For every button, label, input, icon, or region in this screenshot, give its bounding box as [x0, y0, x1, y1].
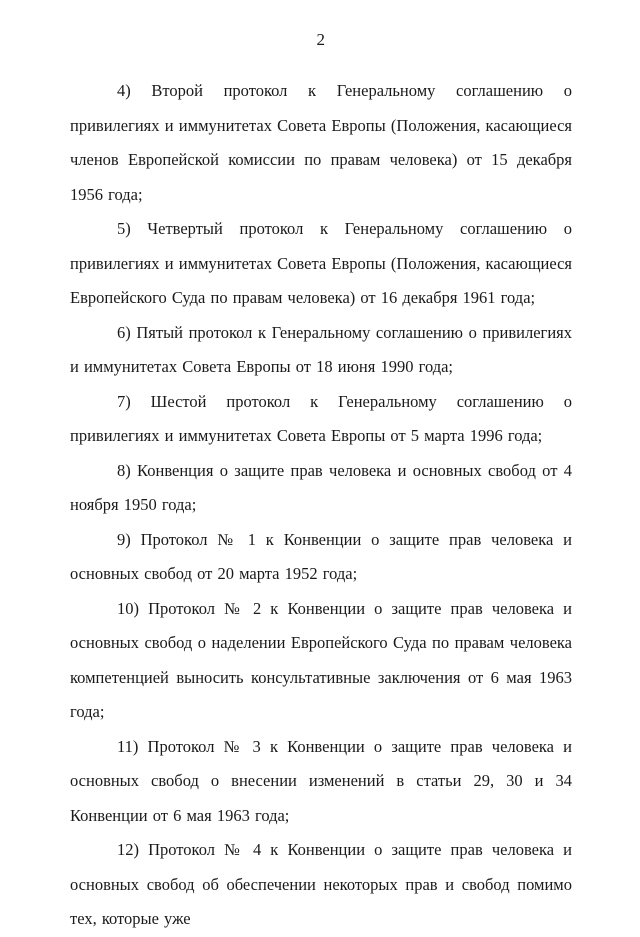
paragraph: 10) Протокол № 2 к Конвенции о защите прав человека и основных свобод о наделении Европейского Суда по правам человека компетенцией выносить консультативные заключения от 6 мая 1963 года;	[70, 598, 572, 721]
paragraph: 6) Пятый протокол к Генеральному соглашению о привилегиях и иммунитетах Совета Европы от 18 июня 1990 года;	[70, 322, 572, 376]
page-number: 2	[316, 30, 326, 49]
paragraph: 5) Четвертый протокол к Генеральному соглашению о привилегиях и иммунитетах Совета Европы (Положения, касающиеся Европейского Суда по правам человека) от 16 декабря 1961 года;	[70, 219, 572, 307]
paragraph: 4) Второй протокол к Генеральному соглашению о привилегиях и иммунитетах Совета Европы (Положения, касающиеся членов Европейской комиссии по правам человека) от 15 декабря 1956 года;	[70, 81, 572, 204]
paragraph: 7) Шестой протокол к Генеральному соглашению о привилегиях и иммунитетах Совета Европы от 5 марта 1996 года;	[70, 391, 572, 445]
paragraph: 8) Конвенция о защите прав человека и основных свобод от 4 ноября 1950 года;	[70, 460, 572, 514]
body-text	[70, 74, 572, 937]
paragraph: 11) Протокол № 3 к Конвенции о защите прав человека и основных свобод о внесении изменений в статьи 29, 30 и 34 Конвенции от 6 мая 1963 года;	[70, 736, 572, 825]
paragraph: 12) Протокол № 4 к Конвенции о защите прав человека и основных свобод об обеспечении некоторых прав и свобод помимо тех, которые уже	[70, 840, 572, 928]
paragraph: 9) Протокол № 1 к Конвенции о защите прав человека и основных свобод от 20 марта 1952 года;	[70, 529, 572, 583]
